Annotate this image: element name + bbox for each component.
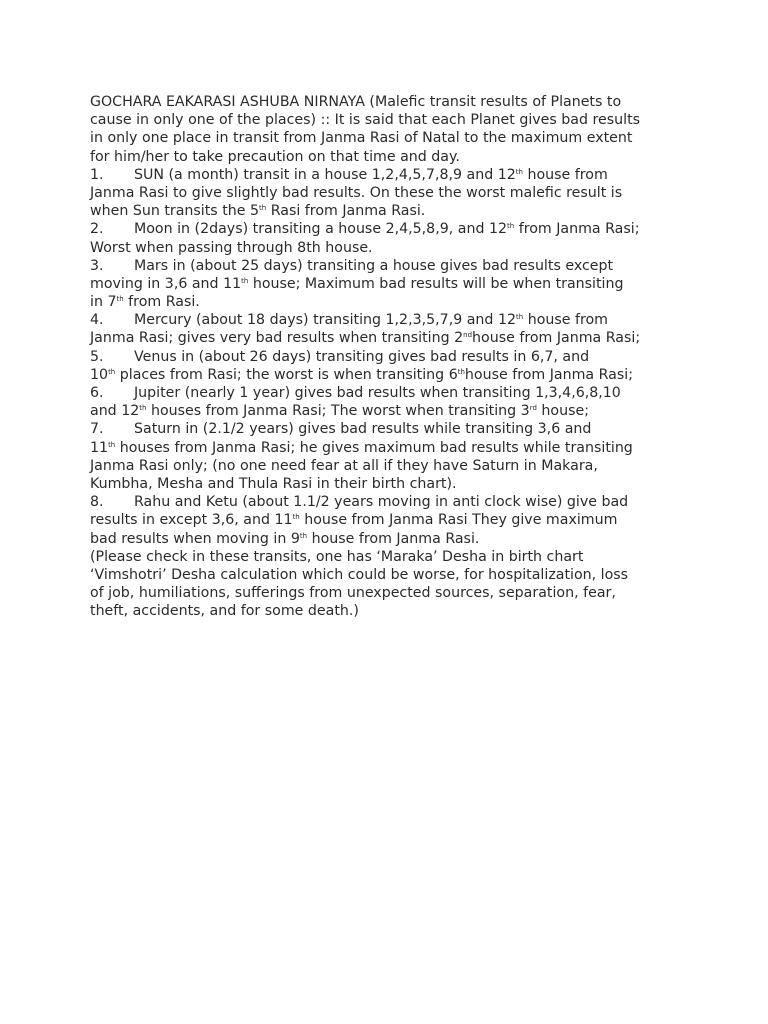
line-text: Kumbha, Mesha and Thula Rasi in their birth chart). [90, 475, 457, 492]
text-line [90, 129, 690, 147]
line-text: house from Janma Rasi. [307, 530, 480, 547]
text-line [90, 111, 690, 129]
line-text: 10 [90, 366, 109, 383]
line-text: houses from Janma Rasi; The worst when transiting 3 [146, 403, 530, 420]
ordinal-suffix: th [108, 440, 116, 449]
list-number: 6. [90, 385, 104, 401]
text-line [90, 439, 690, 457]
ordinal-suffix: th [116, 295, 124, 304]
ordinal-suffix: th [259, 204, 267, 213]
line-text: in only one place in transit from Janma Rasi of Natal to the maximum extent [90, 130, 633, 147]
line-text: of job, humiliations, sufferings from unexpected sources, separation, fear, [90, 585, 616, 602]
line-text: house; [536, 403, 589, 420]
line-text: Moon in (2days) transiting a house 2,4,5,8,9, and 12 [134, 221, 508, 238]
list-item-5 [90, 348, 690, 366]
ordinal-suffix: rd [529, 404, 537, 413]
line-text: 11 [90, 439, 109, 456]
text-line [90, 329, 690, 347]
line-text: from Rasi. [123, 294, 200, 311]
ordinal-suffix: nd [463, 331, 473, 340]
text-line [90, 475, 690, 493]
line-text: cause in only one of the places) :: It is said that each Planet gives bad results [90, 112, 641, 129]
text-line [90, 275, 690, 293]
line-text: SUN (a month) transit in a house 1,2,4,5,7,8,9 and 12 [134, 166, 516, 183]
line-text: Janma Rasi to give slightly bad results. On these the worst malefic result is [90, 184, 623, 201]
line-text: Rahu and Ketu (about 1.1/2 years moving in anti clock wise) give bad [134, 494, 629, 511]
line-text: for him/her to take precaution on that time and day. [90, 148, 460, 165]
line-text: house from Janma Rasi They give maximum [299, 512, 618, 529]
list-item-8 [90, 493, 690, 511]
line-text: Jupiter (nearly 1 year) gives bad results when transiting 1,3,4,6,8,10 [134, 385, 621, 401]
text-line [90, 511, 690, 529]
ordinal-suffix: th [507, 222, 515, 231]
line-text: from Janma Rasi; [514, 221, 640, 238]
ordinal-suffix: th [139, 404, 147, 413]
line-text: Mercury (about 18 days) transiting 1,2,3,5,7,9 and 12 [134, 312, 516, 329]
line-text: in 7 [90, 294, 117, 311]
text-line [90, 548, 690, 566]
list-number: 4. [90, 312, 104, 329]
text-line [90, 293, 690, 311]
line-text: Rasi from Janma Rasi. [266, 203, 426, 220]
ordinal-suffix: th [457, 367, 465, 376]
text-line [90, 602, 690, 620]
line-text: Mars in (about 25 days) transiting a house gives bad results except [134, 257, 614, 274]
text-line [90, 93, 690, 111]
line-text: houses from Janma Rasi; he gives maximum bad results while transiting [115, 439, 633, 456]
text-line [90, 148, 690, 166]
line-text: and 12 [90, 403, 140, 420]
text-line [90, 566, 690, 584]
list-number: 2. [90, 221, 104, 238]
line-text: house from Janma Rasi; [472, 330, 641, 347]
list-item-2 [90, 220, 690, 238]
line-text: house from Janma Rasi; [464, 366, 633, 383]
line-text: house; Maximum bad results will be when transiting [248, 275, 624, 292]
line-text: Worst when passing through 8th house. [90, 239, 373, 256]
ordinal-suffix: th [299, 531, 308, 540]
text-line [90, 457, 690, 475]
line-text: (Please check in these transits, one has ‘Maraka’ Desha in birth chart [90, 548, 584, 565]
line-text: Janma Rasi; gives very bad results when transiting 2 [90, 330, 464, 347]
text-line [90, 184, 690, 202]
list-item-1 [90, 166, 690, 184]
line-text: bad results when moving in 9 [90, 530, 300, 547]
text-line [90, 366, 690, 384]
text-line [90, 239, 690, 257]
line-text: when Sun transits the 5 [90, 203, 260, 220]
line-text: house from [523, 312, 609, 329]
line-text: theft, accidents, and for some death.) [90, 603, 359, 620]
text-line [90, 402, 690, 420]
line-text: moving in 3,6 and 11 [90, 275, 242, 292]
line-text: house from [522, 166, 608, 183]
list-item-3 [90, 257, 690, 275]
ordinal-suffix: th [108, 367, 116, 376]
list-number: 7. [90, 421, 104, 438]
document-body [90, 93, 690, 620]
line-text: places from Rasi; the worst is when transiting 6 [115, 366, 458, 383]
list-item-7 [90, 420, 690, 438]
line-text: ‘Vimshotri’ Desha calculation which could be worse, for hospitalization, loss [90, 566, 629, 583]
list-item-4 [90, 311, 690, 329]
list-item-6 [90, 384, 690, 402]
list-number: 8. [90, 494, 104, 511]
list-number: 3. [90, 257, 104, 274]
text-line [90, 584, 690, 602]
list-number: 5. [90, 348, 104, 365]
line-text: Venus in (about 26 days) transiting gives bad results in 6,7, and [134, 348, 590, 365]
ordinal-suffix: th [515, 167, 523, 176]
ordinal-suffix: th [241, 276, 249, 285]
text-line [90, 530, 690, 548]
line-text: Janma Rasi only; (no one need fear at all if they have Saturn in Makara, [90, 457, 598, 474]
ordinal-suffix: th [516, 313, 524, 322]
text-line [90, 202, 690, 220]
list-number: 1. [90, 166, 104, 183]
ordinal-suffix: th [292, 513, 300, 522]
line-text: results in except 3,6, and 11 [90, 512, 293, 529]
line-text: GOCHARA EAKARASI ASHUBA NIRNAYA (Malefic transit results of Planets to [90, 94, 622, 110]
line-text: Saturn in (2.1/2 years) gives bad results while transiting 3,6 and [134, 421, 592, 438]
